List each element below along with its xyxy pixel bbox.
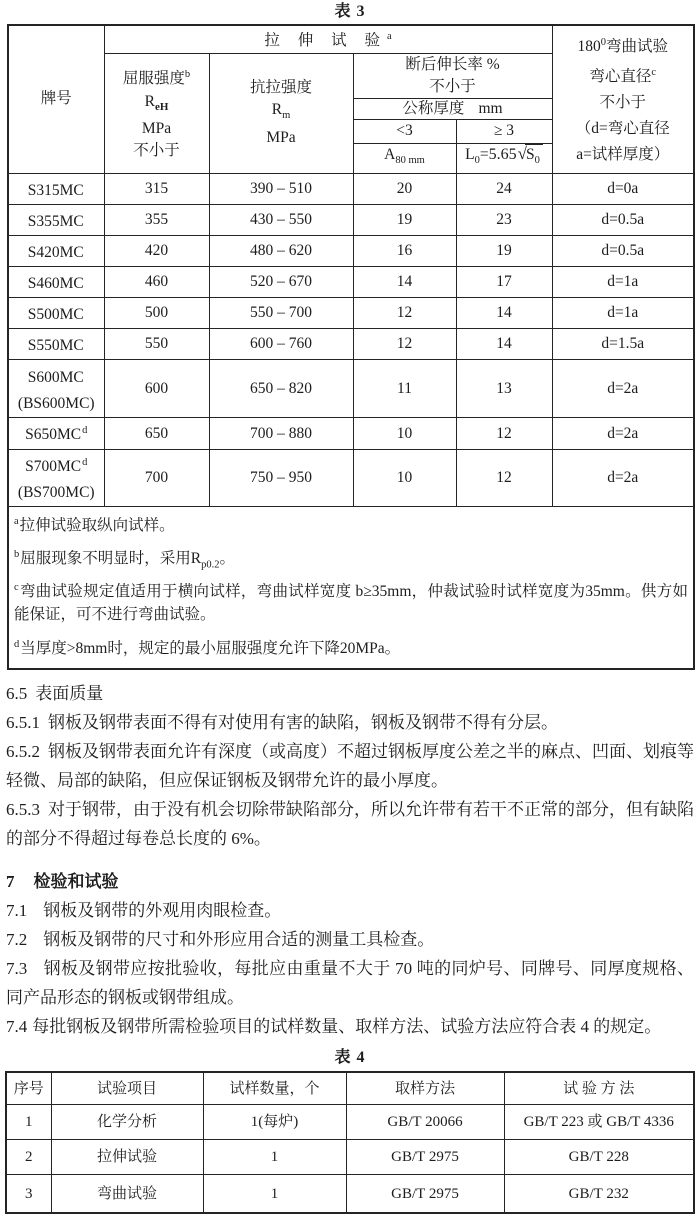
cell-sampling-method: GB/T 20066 bbox=[346, 1105, 504, 1140]
cell-bend: d=2a bbox=[552, 360, 694, 418]
cell-grade bbox=[8, 298, 104, 329]
cell-yield: 315 bbox=[104, 173, 209, 204]
l0-symbol: L bbox=[465, 146, 475, 164]
grade-text: S420MC bbox=[27, 243, 84, 261]
cell-bend: d=1.5a bbox=[552, 329, 694, 360]
section-text: 钢板及钢带应按批验收，每批应由重量不大于 70 吨的同炉号、同牌号、同厚度规格、同产品形态的钢板或钢带组成。 bbox=[6, 958, 694, 1007]
cell-test-method: GB/T 223 或 GB/T 4336 bbox=[504, 1105, 694, 1140]
yield-symbol: R bbox=[144, 92, 155, 110]
cell-bend: d=0a bbox=[552, 173, 694, 204]
cell-sample-count: 1 bbox=[203, 1140, 346, 1175]
cell-bend: d=1a bbox=[552, 266, 694, 297]
cell-elong-lt3: 10 bbox=[353, 418, 456, 449]
radical-sign: √ bbox=[517, 144, 527, 164]
header-tensile-strength bbox=[209, 53, 353, 173]
cell-elong-ge3: 14 bbox=[456, 329, 552, 360]
footnote-a: $^a$拉伸试验取纵向试样。 bbox=[14, 515, 175, 534]
bend-diameter-label: 弯心直径 bbox=[589, 68, 652, 86]
section-number: 6.5 bbox=[6, 683, 28, 703]
cell-elong-ge3: 12 bbox=[456, 449, 552, 506]
cell-test-method: GB/T 232 bbox=[504, 1175, 694, 1213]
footnote-marker: a bbox=[14, 515, 19, 527]
cell-yield: 550 bbox=[104, 329, 209, 360]
cell-yield: 420 bbox=[104, 235, 209, 266]
cell-sample-count: 1(每炉) bbox=[203, 1105, 346, 1140]
cell-grade bbox=[8, 266, 104, 297]
header-seq: 序号 bbox=[6, 1072, 51, 1105]
header-nominal-thickness bbox=[353, 98, 552, 119]
cell-elong-lt3: 14 bbox=[353, 266, 456, 297]
table3-row bbox=[8, 329, 694, 360]
yield-superscript: b bbox=[184, 69, 191, 81]
table3-row bbox=[8, 235, 694, 266]
cell-elong-lt3: 12 bbox=[353, 329, 456, 360]
header-a80 bbox=[353, 143, 456, 173]
header-yield-strength bbox=[104, 53, 209, 173]
bend-angle-superscript: 0 bbox=[600, 37, 606, 49]
thickness-unit: mm bbox=[478, 99, 503, 117]
footnote-d: $^d$当厚度>8mm时，规定的最小屈服强度允许下降20MPa。 bbox=[14, 638, 401, 657]
cell-elong-lt3: 20 bbox=[353, 173, 456, 204]
table3-title: 表 3 bbox=[334, 3, 366, 20]
grade-text: S550MC bbox=[27, 337, 84, 355]
cell-elong-lt3: 12 bbox=[353, 298, 456, 329]
cell-uts: 600 – 760 bbox=[209, 329, 353, 360]
grade-text: S600MC bbox=[27, 369, 84, 387]
table3-footnotes bbox=[8, 506, 694, 669]
section-6-5 bbox=[6, 679, 694, 708]
table3-header-row1 bbox=[8, 25, 694, 53]
section-6-5-1 bbox=[6, 708, 694, 737]
cell-elong-ge3: 12 bbox=[456, 418, 552, 449]
table3 bbox=[7, 24, 695, 670]
section-text: 钢板及钢带表面不得有对使用有害的缺陷，钢板及钢带不得有分层。 bbox=[48, 712, 558, 732]
cell-sampling-method: GB/T 2975 bbox=[346, 1175, 504, 1213]
table3-row bbox=[8, 266, 694, 297]
grade-superscript: d bbox=[82, 456, 88, 468]
yield-unit: MPa bbox=[141, 119, 172, 137]
footnote-marker: c bbox=[14, 582, 19, 594]
grade-text-line2: (BS700MC) bbox=[17, 483, 95, 501]
grade-text: S700MC bbox=[25, 457, 82, 475]
section-number: 7.4 bbox=[6, 1016, 28, 1036]
elongation-label: 断后伸长率 % bbox=[405, 55, 500, 73]
section-7-2 bbox=[6, 925, 694, 954]
table4-header-row bbox=[6, 1072, 694, 1105]
section-text: 检验和试验 bbox=[33, 871, 119, 891]
cell-elong-lt3: 10 bbox=[353, 449, 456, 506]
cell-yield: 355 bbox=[104, 204, 209, 235]
grade-text: S355MC bbox=[27, 212, 84, 230]
section-text: 每批钢板及钢带所需检验项目的试样数量、取样方法、试验方法应符合表 4 的规定。 bbox=[32, 1016, 662, 1036]
header-grade-label: 牌号 bbox=[40, 90, 72, 108]
cell-elong-ge3: 17 bbox=[456, 266, 552, 297]
bend-angle: 180 bbox=[577, 38, 601, 56]
uts-label: 抗拉强度 bbox=[249, 78, 312, 96]
section-7-1 bbox=[6, 896, 694, 925]
yield-symbol-subscript: eH bbox=[154, 100, 169, 113]
tensile-test-label: 拉 伸 试 验 bbox=[264, 32, 387, 50]
bend-test-label: 弯曲试验 bbox=[605, 38, 668, 56]
footnote-c: $^c$弯曲试验规定值适用于横向试样，弯曲试样宽度 b≥35mm，仲裁试验时试样宽度为35mm。供方如能保证，可不进行弯曲试验。 bbox=[14, 582, 688, 624]
header-thickness-ge3: ≥ 3 bbox=[456, 119, 552, 143]
table3-footnotes-row bbox=[8, 506, 694, 669]
l0-subscript: 0 bbox=[474, 155, 480, 167]
section-6-5-3 bbox=[6, 795, 694, 853]
cell-uts: 480 – 620 bbox=[209, 235, 353, 266]
footnote-marker: d bbox=[14, 638, 20, 650]
yield-min-label: 不小于 bbox=[133, 141, 180, 159]
yield-label: 屈服强度 bbox=[122, 70, 185, 88]
cell-grade bbox=[8, 329, 104, 360]
grade-text: S500MC bbox=[27, 306, 84, 324]
cell-uts: 550 – 700 bbox=[209, 298, 353, 329]
table4-row bbox=[6, 1175, 694, 1213]
section-number: 7.1 bbox=[6, 900, 28, 920]
cell-elong-lt3: 16 bbox=[353, 235, 456, 266]
section-text: 钢板及钢带的外观用肉眼检查。 bbox=[43, 900, 282, 920]
elongation-min-label: 不小于 bbox=[429, 77, 476, 95]
cell-test-item: 拉伸试验 bbox=[51, 1140, 203, 1175]
table3-row bbox=[8, 204, 694, 235]
table4-title: 表 4 bbox=[334, 1048, 366, 1066]
section-text: 表面质量 bbox=[35, 683, 104, 703]
cell-bend: d=0.5a bbox=[552, 204, 694, 235]
cell-grade bbox=[8, 449, 104, 506]
cell-elong-ge3: 13 bbox=[456, 360, 552, 418]
s0-subscript: 0 bbox=[534, 155, 540, 167]
header-test-item: 试验项目 bbox=[51, 1072, 203, 1105]
header-test-method: 试 验 方 法 bbox=[504, 1072, 694, 1105]
header-l0-formula bbox=[456, 143, 552, 173]
cell-bend: d=2a bbox=[552, 418, 694, 449]
section-text: 钢板及钢带表面允许有深度（或高度）不超过钢板厚度公差之半的麻点、凹面、划痕等轻微、局部的缺陷，但应保证钢板及钢带允许的最小厚度。 bbox=[6, 741, 694, 790]
cell-elong-lt3: 19 bbox=[353, 204, 456, 235]
grade-text: S315MC bbox=[27, 181, 84, 199]
grade-text: S460MC bbox=[27, 275, 84, 293]
section-number: 6.5.3 bbox=[6, 799, 40, 819]
uts-symbol: R bbox=[271, 100, 283, 118]
l0-coefficient: 5.65 bbox=[488, 146, 517, 164]
section-number: 7.2 bbox=[6, 929, 28, 949]
table3-row bbox=[8, 418, 694, 449]
body-text bbox=[6, 679, 694, 1041]
table4-row bbox=[6, 1105, 694, 1140]
cell-seq: 1 bbox=[6, 1105, 51, 1140]
cell-grade bbox=[8, 173, 104, 204]
cell-uts: 700 – 880 bbox=[209, 418, 353, 449]
bend-min-label: 不小于 bbox=[599, 94, 646, 112]
uts-unit: MPa bbox=[266, 129, 296, 147]
grade-text-line2: (BS600MC) bbox=[17, 395, 95, 413]
cell-bend: d=0.5a bbox=[552, 235, 694, 266]
section-6-5-2 bbox=[6, 737, 694, 795]
cell-grade bbox=[8, 360, 104, 418]
cell-test-item: 弯曲试验 bbox=[51, 1175, 203, 1213]
section-text: 对于钢带，由于没有机会切除带缺陷部分，所以允许带有若干不正常的部分，但有缺陷的部分不得超过每卷总长度的 6%。 bbox=[6, 799, 694, 848]
cell-seq: 3 bbox=[6, 1175, 51, 1213]
header-sample-count: 试样数量，个 bbox=[203, 1072, 346, 1105]
cell-grade bbox=[8, 204, 104, 235]
section-number: 7 bbox=[6, 871, 15, 891]
table4 bbox=[5, 1071, 695, 1214]
section-number: 6.5.2 bbox=[6, 741, 40, 761]
cell-test-item: 化学分析 bbox=[51, 1105, 203, 1140]
cell-uts: 430 – 550 bbox=[209, 204, 353, 235]
uts-symbol-subscript: m bbox=[282, 110, 291, 122]
header-bend-test bbox=[552, 25, 694, 173]
l0-equals: = bbox=[479, 146, 489, 164]
section-number: 7.3 bbox=[6, 958, 28, 978]
section-7-4 bbox=[6, 1012, 694, 1041]
table3-row bbox=[8, 360, 694, 418]
cell-uts: 650 – 820 bbox=[209, 360, 353, 418]
thickness-label: 公称厚度 bbox=[402, 99, 465, 117]
header-elongation bbox=[353, 53, 552, 98]
a80-subscript: 80 mm bbox=[395, 155, 425, 167]
table4-row bbox=[6, 1140, 694, 1175]
cell-grade bbox=[8, 235, 104, 266]
cell-yield: 460 bbox=[104, 266, 209, 297]
cell-elong-ge3: 14 bbox=[456, 298, 552, 329]
footnote-b: $^b$屈服现象不明显时，采用$R_{p0.2}$。 bbox=[14, 549, 235, 571]
cell-seq: 2 bbox=[6, 1140, 51, 1175]
table3-row bbox=[8, 298, 694, 329]
header-tensile-test bbox=[104, 25, 552, 53]
s0-symbol: S bbox=[525, 146, 535, 164]
cell-uts: 750 – 950 bbox=[209, 449, 353, 506]
a80-symbol: A bbox=[384, 145, 396, 163]
grade-text: S650MC bbox=[25, 426, 82, 444]
cell-yield: 700 bbox=[104, 449, 209, 506]
cell-test-method: GB/T 228 bbox=[504, 1140, 694, 1175]
section-7-3 bbox=[6, 954, 694, 1012]
tensile-test-superscript: a bbox=[386, 31, 392, 43]
header-grade bbox=[8, 25, 104, 173]
cell-bend: d=1a bbox=[552, 298, 694, 329]
header-thickness-lt3: <3 bbox=[353, 119, 456, 143]
cell-uts: 520 – 670 bbox=[209, 266, 353, 297]
section-number: 6.5.1 bbox=[6, 712, 40, 732]
cell-yield: 600 bbox=[104, 360, 209, 418]
cell-elong-ge3: 19 bbox=[456, 235, 552, 266]
cell-uts: 390 – 510 bbox=[209, 173, 353, 204]
cell-sampling-method: GB/T 2975 bbox=[346, 1140, 504, 1175]
section-text: 钢板及钢带的尺寸和外形应用合适的测量工具检查。 bbox=[43, 929, 435, 949]
bend-note-line1: （d=弯心直径 bbox=[575, 120, 670, 138]
cell-elong-ge3: 24 bbox=[456, 173, 552, 204]
header-sampling-method: 取样方法 bbox=[346, 1072, 504, 1105]
bend-note-line2: a=试样厚度） bbox=[576, 146, 670, 164]
cell-yield: 500 bbox=[104, 298, 209, 329]
cell-bend: d=2a bbox=[552, 449, 694, 506]
cell-elong-lt3: 11 bbox=[353, 360, 456, 418]
footnote-marker: b bbox=[14, 549, 20, 560]
grade-superscript: d bbox=[82, 425, 88, 437]
cell-grade bbox=[8, 418, 104, 449]
cell-yield: 650 bbox=[104, 418, 209, 449]
cell-elong-ge3: 23 bbox=[456, 204, 552, 235]
cell-sample-count: 1 bbox=[203, 1175, 346, 1213]
table3-row bbox=[8, 449, 694, 506]
bend-superscript: c bbox=[651, 67, 657, 79]
table3-row bbox=[8, 173, 694, 204]
section-7-heading bbox=[6, 867, 694, 896]
